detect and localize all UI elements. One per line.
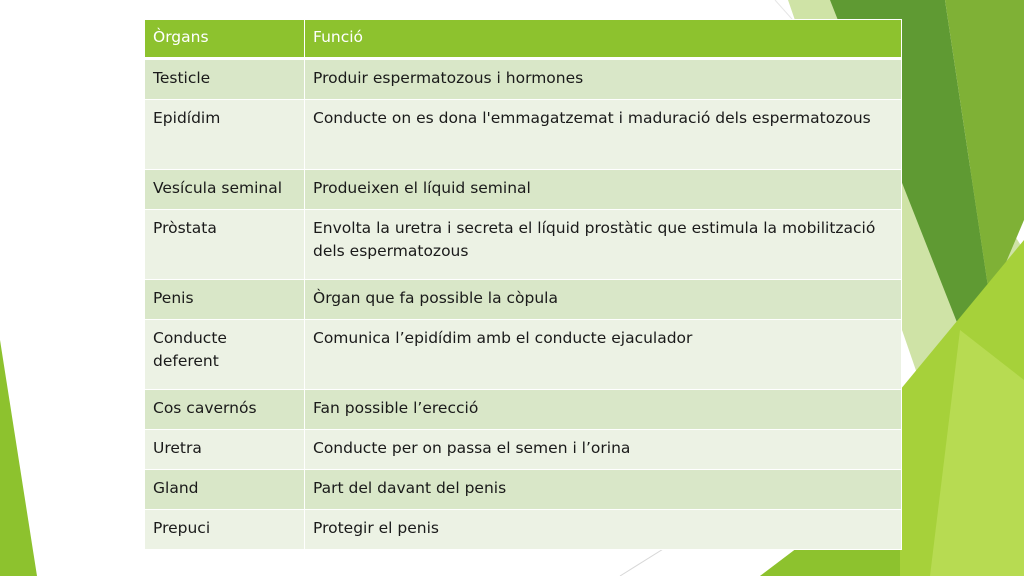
funcio-cell: Part del davant del penis [305,470,902,510]
table-row [145,430,902,470]
funcio-cell: Protegir el penis [305,510,902,550]
table-row [145,59,902,100]
funcio-cell: Conducte on es dona l'emmagatzemat i maduració dels espermatozous [305,100,902,170]
funcio-cell: Conducte per on passa el semen i l’orina [305,430,902,470]
table-row [145,470,902,510]
funcio-cell: Comunica l’epidídim amb el conducte ejaculador [305,320,902,390]
organ-cell: Epidídim [145,100,305,170]
organ-cell: Vesícula seminal [145,170,305,210]
organ-cell: Prepuci [145,510,305,550]
funcio-cell: Fan possible l’erecció [305,390,902,430]
table-header-row [145,20,902,59]
organs-table-container [144,19,901,550]
table-row [145,280,902,320]
table-row [145,170,902,210]
organ-cell: Conducte deferent [145,320,305,390]
organ-cell: Penis [145,280,305,320]
funcio-cell: Envolta la uretra i secreta el líquid prostàtic que estimula la mobilització dels espermatozous [305,210,902,280]
organ-cell: Gland [145,470,305,510]
organs-table [144,19,902,550]
left-green-shape [0,340,37,576]
header-funcio: Funció [305,20,902,59]
funcio-cell: Produeixen el líquid seminal [305,170,902,210]
organ-cell: Cos cavernós [145,390,305,430]
table-row [145,510,902,550]
table-row [145,100,902,170]
organ-cell: Uretra [145,430,305,470]
table-row [145,390,902,430]
header-organs: Òrgans [145,20,305,59]
table-row [145,320,902,390]
funcio-cell: Produir espermatozous i hormones [305,59,902,100]
funcio-cell: Òrgan que fa possible la còpula [305,280,902,320]
organ-cell: Pròstata [145,210,305,280]
organ-cell: Testicle [145,59,305,100]
table-row [145,210,902,280]
